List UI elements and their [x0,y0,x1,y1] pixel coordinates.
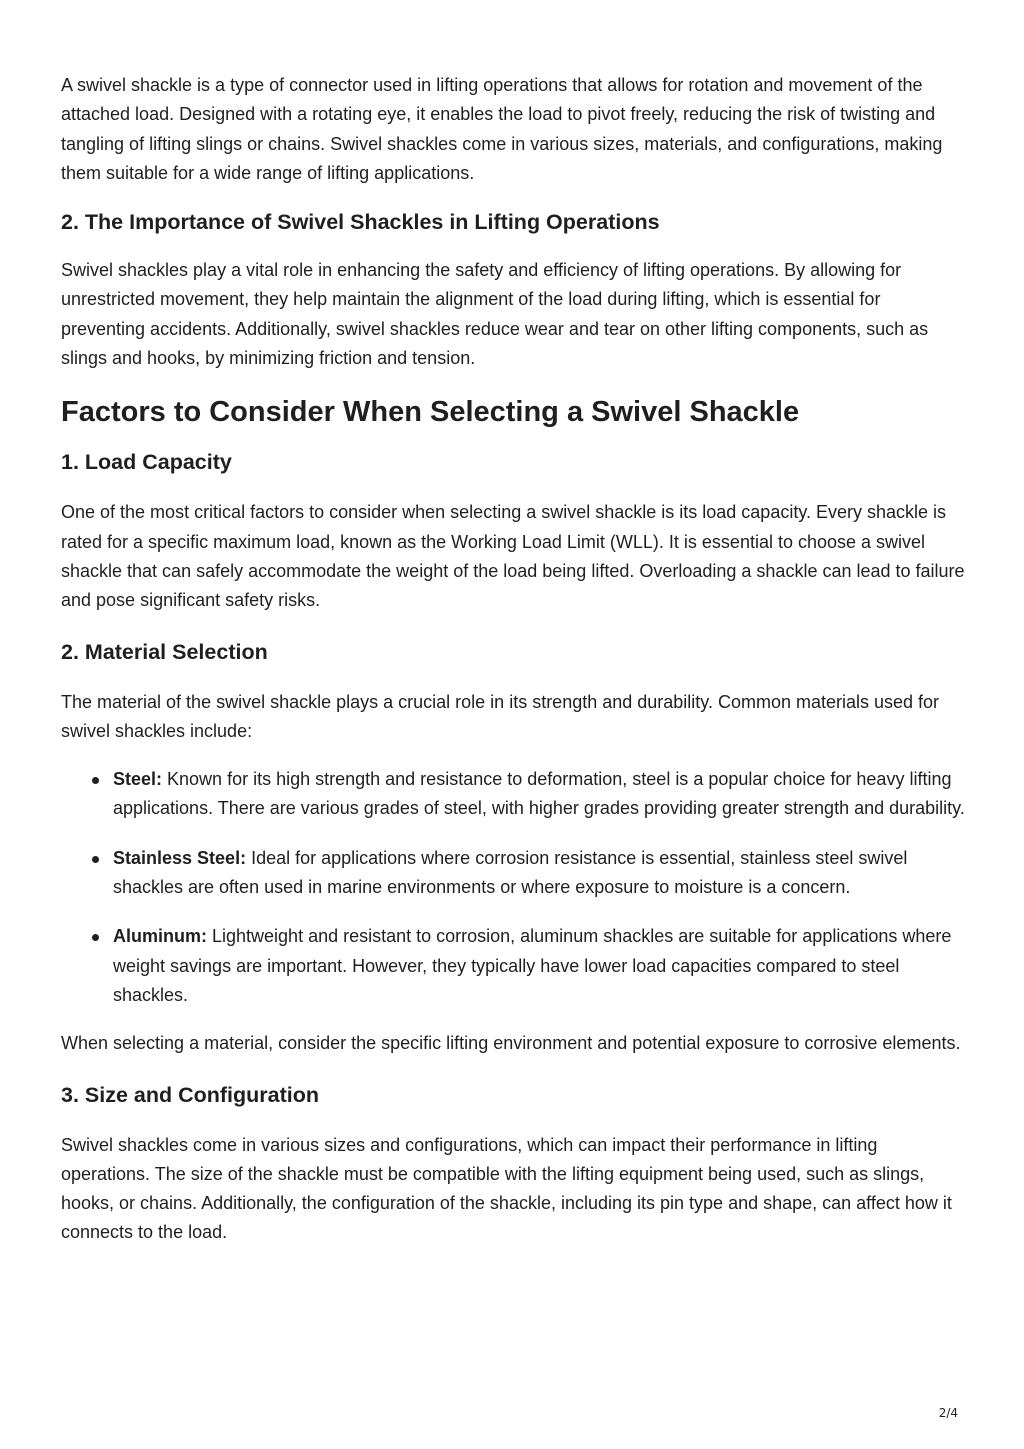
size-heading: 3. Size and Configuration [61,1082,320,1107]
page-number: 2/4 [938,1406,958,1420]
material-term: Stainless Steel: [113,847,247,868]
load-capacity-heading: 1. Load Capacity [61,450,232,475]
material-description: Lightweight and resistant to corrosion, aluminum shackles are suitable for applications where weight savings are important. However, they typically have lower load capacities compared to steel shackles. [113,926,952,1005]
document-body [61,71,966,1248]
material-paragraph: The material of the swivel shackle plays a crucial role in its strength and durability. Common materials used for swivel shackles include: [61,691,940,741]
material-term: Aluminum: [113,926,207,947]
bullet-icon [92,856,99,863]
material-term: Steel: [113,769,163,790]
list-item [113,922,966,1010]
material-closing-paragraph: When selecting a material, consider the specific lifting environment and potential exposure to corrosive elements. [61,1033,961,1054]
list-item [113,765,966,824]
load-capacity-paragraph: One of the most critical factors to consider when selecting a swivel shackle is its load capacity. Every shackle is rated for a specific maximum load, known as the Working Load Limit (WLL). It is essential to choose a swivel shackle that can safely accommodate the weight of the load being lifted. Overloading a shackle can lead to failure and pose significant safety risks. [61,502,965,611]
material-description: Known for its high strength and resistance to deformation, steel is a popular choice for heavy lifting applications. There are various grades of steel, with higher grades providing greater strength and durability. [113,769,965,819]
list-item [113,844,966,903]
size-paragraph: Swivel shackles come in various sizes and configurations, which can impact their performance in lifting operations. The size of the shackle must be compatible with the lifting equipment being used, such as slings, hooks, or chains. Additionally, the configuration of the shackle, including its pin type and shape, can affect how it connects to the load. [61,1134,952,1243]
material-list [61,765,966,1010]
material-description: Ideal for applications where corrosion resistance is essential, stainless steel swivel shackles are often used in marine environments or where exposure to moisture is a concern. [113,847,908,898]
importance-heading: 2. The Importance of Swivel Shackles in Lifting Operations [61,210,660,235]
importance-paragraph: Swivel shackles play a vital role in enhancing the safety and efficiency of lifting operations. By allowing for unrestricted movement, they help maintain the alignment of the load during lifting, which is essential for preventing accidents. Additionally, swivel shackles reduce wear and tear on other lifting components, such as slings and hooks, by minimizing friction and tension. [61,260,929,369]
factors-heading: Factors to Consider When Selecting a Swivel Shackle [61,396,800,429]
intro-paragraph: A swivel shackle is a type of connector used in lifting operations that allows for rotation and movement of the attached load. Designed with a rotating eye, it enables the load to pivot freely, reducing the risk of twisting and tangling of lifting slings or chains. Swivel shackles come in various sizes, materials, and configurations, making them suitable for a wide range of lifting applications. [61,75,943,183]
material-heading: 2. Material Selection [61,639,268,664]
bullet-icon [92,777,99,784]
bullet-icon [92,934,99,941]
